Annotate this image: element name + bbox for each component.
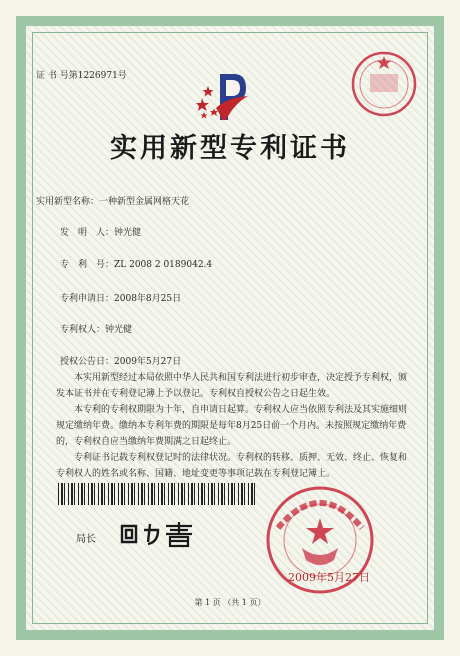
field-value: 钟光健: [105, 325, 133, 335]
seal-date: 2009年5月27日: [288, 571, 370, 584]
field-value: 钟光健: [114, 228, 142, 238]
barcode: [58, 483, 258, 505]
director-signature: [118, 520, 198, 548]
certificate-number: 证 书 号第1226971号: [36, 71, 127, 81]
field-value: 2008年8月25日: [114, 294, 182, 304]
field-label: 实用新型名称：: [36, 197, 100, 207]
field-label: 专 利 号：: [60, 260, 115, 270]
patent-number: [60, 257, 212, 270]
grant-announcement-date: [60, 354, 181, 367]
paragraph: 本实用新型经过本局依照中华人民共和国专利法进行初步审查，决定授予专利权，颁发本证书并在专利登记簿上予以登记。专利权自授权公告之日起生效。: [56, 373, 408, 399]
filing-date: [60, 291, 181, 304]
utility-model-name: [36, 194, 189, 207]
registration-seal: [350, 50, 418, 118]
paragraph: 专利证书记载专利权登记时的法律状况。专利权的转移、质押、无效、终止、恢复和专利权人的姓名或名称、国籍、地址变更等事项记载在专利登记簿上。: [56, 453, 408, 479]
field-label: 专利申请日：: [60, 294, 115, 304]
field-value: ZL 2008 2 0189042.4: [114, 260, 213, 270]
inventor: [60, 225, 141, 238]
field-label: 专利权人：: [60, 325, 106, 335]
field-label: 授权公告日：: [60, 357, 115, 367]
page-title: 实用新型专利证书: [110, 133, 350, 164]
certificate-body: [56, 370, 408, 482]
field-value: 一种新型金属网格天花: [99, 197, 190, 207]
director-label: 局长: [76, 534, 96, 545]
field-value: 2009年5月27日: [114, 357, 182, 367]
patentee: [60, 322, 132, 335]
field-label: 发 明 人：: [60, 228, 115, 238]
page-footer: 第 1 页 （共 1 页）: [194, 598, 266, 607]
paragraph: 本专利的专利权期限为十年，自申请日起算。专利权人应当依照专利法及其实施细则规定缴纳年费。缴纳本专利年费的期限是每年8月25日前一个月内。未按照规定缴纳年费的，专利权自应当缴纳年费期满之日起终止。: [56, 405, 408, 447]
patent-office-logo: [196, 68, 256, 124]
